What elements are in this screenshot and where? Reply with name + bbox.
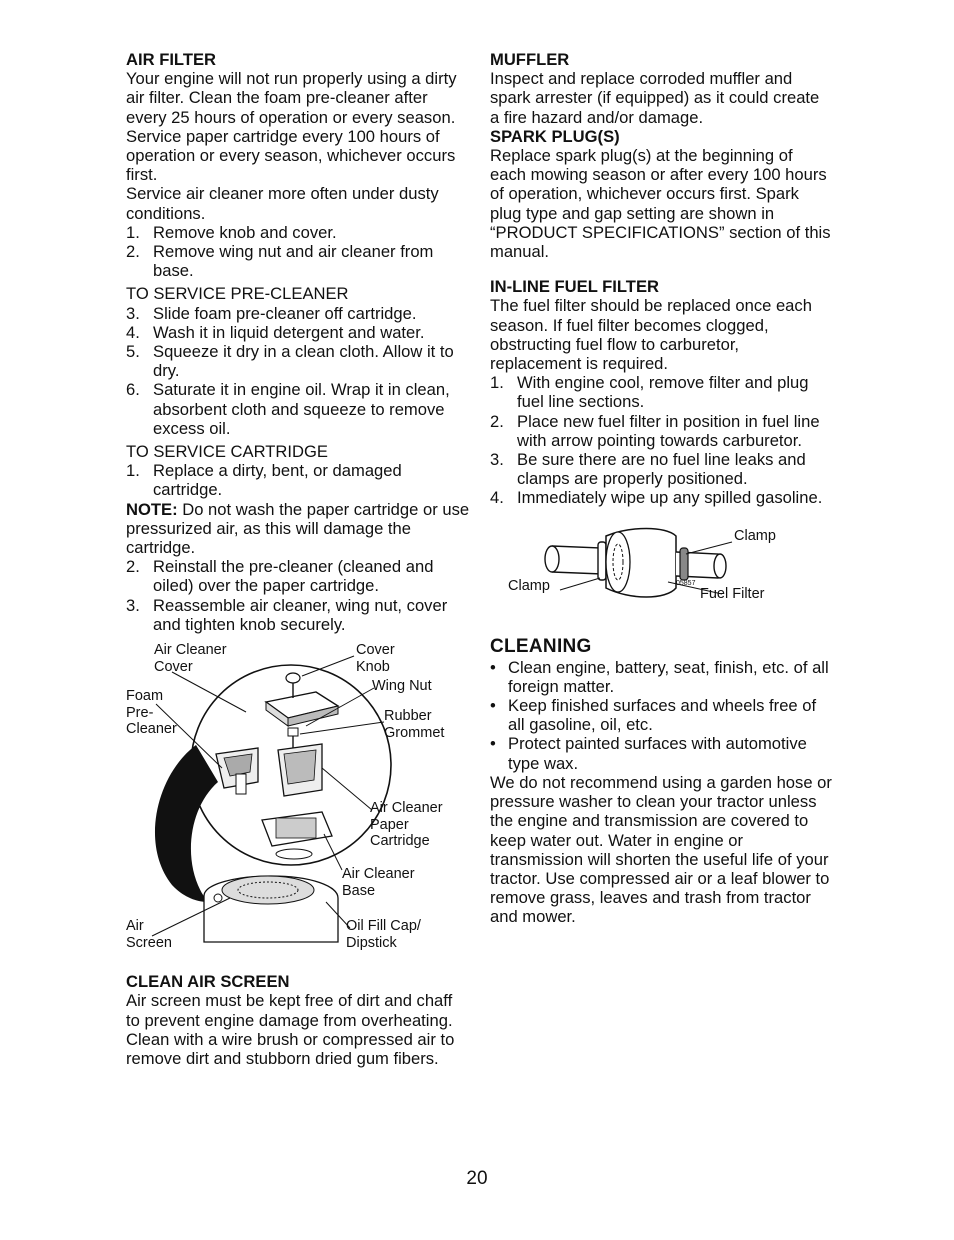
label-wing-nut: Wing Nut bbox=[372, 678, 432, 695]
label-rubber-grommet: Rubber Grommet bbox=[384, 708, 445, 741]
list-item: 5. Squeeze it dry in a clean cloth. Allow it to dry. bbox=[126, 342, 454, 381]
fuel-filter-heading: IN-LINE FUEL FILTER bbox=[490, 277, 659, 297]
list-item: • Keep finished surfaces and wheels free of all gasoline, oil, etc. bbox=[490, 696, 817, 735]
left-column bbox=[126, 50, 470, 1068]
cartridge-steps bbox=[126, 557, 470, 634]
list-item: 2. Reinstall the pre-cleaner (cleaned and oiled) over the paper cartridge. bbox=[126, 557, 434, 596]
page-number: 20 bbox=[466, 1168, 488, 1189]
label-clamp-left: Clamp bbox=[508, 577, 550, 594]
list-item: 3. Be sure there are no fuel line leaks and clamps are properly positioned. bbox=[490, 450, 806, 489]
air-filter-intro: Your engine will not run properly using a dirty air filter. Clean the foam pre-cleaner after every 25 hours of operation or every season. Service paper cartridge every 100 hours of operation or every season, whichever occurs first. bbox=[126, 69, 457, 185]
bullet-icon: • bbox=[490, 734, 496, 754]
list-item: 2. Remove wing nut and air cleaner from base. bbox=[126, 242, 434, 281]
cartridge-note bbox=[126, 500, 470, 558]
label-air-cleaner-cover: Air Cleaner Cover bbox=[154, 642, 227, 675]
label-cover-knob: Cover Knob bbox=[356, 642, 395, 675]
muffler-text: Inspect and replace corroded muffler and spark arrester (if equipped) as it could create a fire hazard and/or damage. bbox=[490, 69, 820, 127]
cleaning-text: We do not recommend using a garden hose or pressure washer to clean your tractor unless the engine and transmission are covered to keep water out. Water in engine or transmission will shorten the useful life of your tractor. Use compressed air or a leaf blower to remove grass, leaves and trash from tractor and mower. bbox=[490, 772, 832, 927]
bullet-icon: • bbox=[490, 696, 496, 716]
note-label: NOTE: bbox=[126, 499, 178, 519]
air-filter-steps bbox=[126, 223, 470, 281]
label-clamp-right: Clamp bbox=[734, 527, 776, 544]
bullet-icon: • bbox=[490, 657, 496, 677]
list-item: 4. Wash it in liquid detergent and water. bbox=[126, 322, 425, 342]
list-item: 1. With engine cool, remove filter and plug fuel line sections. bbox=[490, 373, 809, 412]
cartridge-subheading: TO SERVICE CARTRIDGE bbox=[126, 442, 328, 462]
spark-plug-text: Replace spark plug(s) at the beginning of each mowing season or after every 100 hours of operation, whichever occurs first. Spark plug type and gap setting are shown in “PRODUCT SPECIFICATIONS” section of this manual. bbox=[490, 146, 831, 262]
list-item: 1. Remove knob and cover. bbox=[126, 222, 337, 242]
pre-cleaner-subheading: TO SERVICE PRE-CLEANER bbox=[126, 284, 349, 304]
list-item: • Clean engine, battery, seat, finish, etc. of all foreign matter. bbox=[490, 657, 829, 696]
air-filter-dusty-note: Service air cleaner more often under dusty conditions. bbox=[126, 184, 439, 223]
list-item: 4. Immediately wipe up any spilled gasoline. bbox=[490, 488, 823, 508]
list-item: 3. Slide foam pre-cleaner off cartridge. bbox=[126, 303, 417, 323]
label-air-cleaner-base: Air Cleaner Base bbox=[342, 866, 415, 899]
air-cleaner-figure bbox=[126, 640, 470, 960]
list-item: 2. Place new fuel filter in position in fuel line with arrow pointing towards carburetor. bbox=[490, 411, 820, 450]
clean-air-screen-heading: CLEAN AIR SCREEN bbox=[126, 972, 290, 992]
fuel-filter-illustration bbox=[490, 522, 832, 622]
label-air-screen: Air Screen bbox=[126, 918, 172, 951]
clean-air-screen-text: Air screen must be kept free of dirt and chaff to prevent engine damage from overheating. Clean with a wire brush or compressed air to remove dirt and stubborn dried gum fibers. bbox=[126, 991, 455, 1068]
list-item: • Protect painted surfaces with automotive type wax. bbox=[490, 734, 807, 773]
figure-code: 05857 bbox=[676, 579, 696, 587]
list-item: 1. Replace a dirty, bent, or damaged cartridge. bbox=[126, 461, 402, 500]
spark-plug-heading: SPARK PLUG(S) bbox=[490, 126, 620, 146]
list-item: 3. Reassemble air cleaner, wing nut, cover and tighten knob securely. bbox=[126, 595, 448, 634]
label-paper-cartridge: Air Cleaner Paper Cartridge bbox=[370, 800, 443, 850]
label-foam-precleaner: Foam Pre- Cleaner bbox=[126, 688, 177, 738]
label-fuel-filter: Fuel Filter bbox=[700, 585, 765, 602]
air-filter-heading: AIR FILTER bbox=[126, 50, 217, 69]
muffler-heading: MUFFLER bbox=[490, 50, 570, 69]
cartridge-step-first bbox=[126, 461, 470, 499]
right-column bbox=[490, 50, 832, 927]
fuel-filter-figure bbox=[490, 522, 832, 622]
fuel-filter-steps bbox=[490, 373, 832, 507]
cleaning-heading: CLEANING bbox=[490, 635, 592, 657]
cleaning-bullets bbox=[490, 658, 832, 773]
label-oil-fill-cap: Oil Fill Cap/ Dipstick bbox=[346, 918, 421, 951]
note-text: Do not wash the paper cartridge or use pressurized air, as this will damage the cartridge. bbox=[126, 499, 470, 558]
fuel-filter-text: The fuel filter should be replaced once each season. If fuel filter becomes clogged, obstructing fuel flow to carburetor, replacement is required. bbox=[490, 296, 812, 374]
list-item: 6. Saturate it in engine oil. Wrap it in clean, absorbent cloth and squeeze to remove excess oil. bbox=[126, 380, 450, 438]
pre-cleaner-steps bbox=[126, 304, 470, 438]
